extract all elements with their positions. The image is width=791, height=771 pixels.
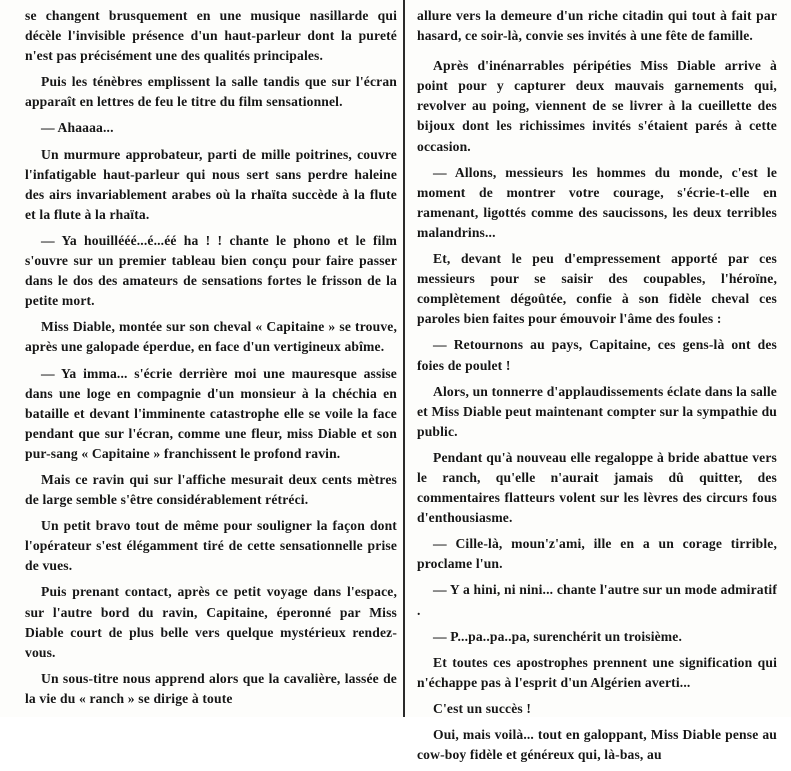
paragraph: Puis les ténèbres emplissent la salle tandis que sur l'écran apparaît en lettres de feu le titre du film sensationnel. (25, 74, 397, 110)
paragraph: — Ya houillééé...é...éé ha ! ! chante le phono et le film s'ouvre sur un premier tableau bien conçu pour faire passer dans le dos des amateurs de sensations fortes le frisson de la petite mort. (25, 232, 397, 309)
paragraph: Miss Diable, montée sur son cheval « Capitaine » se trouve, après une galopade éperdue, en face d'un vertigineux abîme. (25, 319, 397, 355)
paragraph: Un murmure approbateur, parti de mille poitrines, couvre l'infatigable haut-parleur qui nous sert sans perdre haleine des airs invariablement arabes où la rhaïta succède à la flute et la flute à la rhaïta. (25, 146, 397, 222)
paragraph: — Y a hini, ni nini... chante l'autre sur un mode admiratif . (417, 582, 777, 618)
right-column (417, 6, 777, 771)
left-column (25, 6, 397, 715)
paragraph: Un petit bravo tout de même pour souligner la façon dont l'opérateur s'est élégamment tiré de cette sensationnelle prise de vues. (25, 518, 397, 574)
paragraph: allure vers la demeure d'un riche citadin qui tout à fait par hasard, ce soir-là, convie ses invités à une fête de famille. (417, 8, 777, 44)
paragraph: Alors, un tonnerre d'applaudissements éclate dans la salle et Miss Diable peut maintenant compter sur la sympathie du public. (417, 383, 777, 439)
paragraph: — P...pa..pa..pa, surenchérit un troisième. (433, 628, 683, 644)
paragraph: Et, devant le peu d'empressement apporté par ces messieurs pour se saisir des coupables, l'héroïne, complètement dégoûtée, confie à son fidèle cheval ces paroles bien faites pour émouvoir l'âme des foules : (417, 251, 777, 327)
paragraph: Mais ce ravin qui sur l'affiche mesurait deux cents mètres de large semble s'être considérablement rétréci. (25, 471, 397, 508)
column-divider (403, 0, 405, 717)
paragraph: Après d'inénarrables péripéties Miss Diable arrive à point pour y capturer deux mauvais garnements qui, revolver au poing, viennent de se livrer à la cueillette des bijoux dont les richissimes invités s'étaient parés à cette occasion. (417, 58, 777, 154)
paragraph: Puis prenant contact, après ce petit voyage dans l'espace, sur l'autre bord du ravin, Capitaine, éperonné par Miss Diable court de plus belle vers quelque mystérieux rendez-vous. (25, 584, 397, 660)
paragraph: — Ahaaaa... (41, 120, 114, 136)
paragraph: — Ya imma... s'écrie derrière moi une mauresque assise dans une loge en compagnie d'un monsieur à la chéchia en bataille et devant l'imminente catastrophe elle se voile la face pendant que sur l'écran, comme une fleur, miss Diable et son pur-sang « Capitaine » franchissent le profond ravin. (25, 365, 397, 461)
paragraph: — Cille-là, moun'z'ami, ille en a un corage tirrible, proclame l'un. (417, 536, 777, 572)
paragraph: — Allons, messieurs les hommes du monde, c'est le moment de montrer votre courage, s'écrie-t-elle en ramenant, ligottés comme des saucissons, les deux terribles malandrins... (417, 164, 777, 240)
paragraph: se changent brusquement en une musique nasillarde qui décèle l'invisible présence d'un haut-parleur dont la pureté n'est pas précisément une des qualités principales. (25, 8, 397, 64)
paragraph: Et toutes ces apostrophes prennent une signification qui n'échappe pas à l'esprit d'un Algérien averti... (417, 654, 777, 690)
paragraph: Pendant qu'à nouveau elle regaloppe à bride abattue vers le ranch, qu'elle n'aurait jamais dû quitter, des commentaires flatteurs volent sur les lèvres des circurs fous d'enthousiasme. (417, 449, 777, 526)
paragraph: Oui, mais voilà... tout en galoppant, Miss Diable pense au cow-boy fidèle et généreux qui, là-bas, au (417, 727, 777, 763)
paragraph: — Retournons au pays, Capitaine, ces gens-là ont des foies de poulet ! (417, 337, 777, 373)
paragraph: Un sous-titre nous apprend alors que la cavalière, lassée de la vie du « ranch » se dirige à toute (25, 670, 397, 706)
paragraph: C'est un succès ! (433, 700, 532, 716)
